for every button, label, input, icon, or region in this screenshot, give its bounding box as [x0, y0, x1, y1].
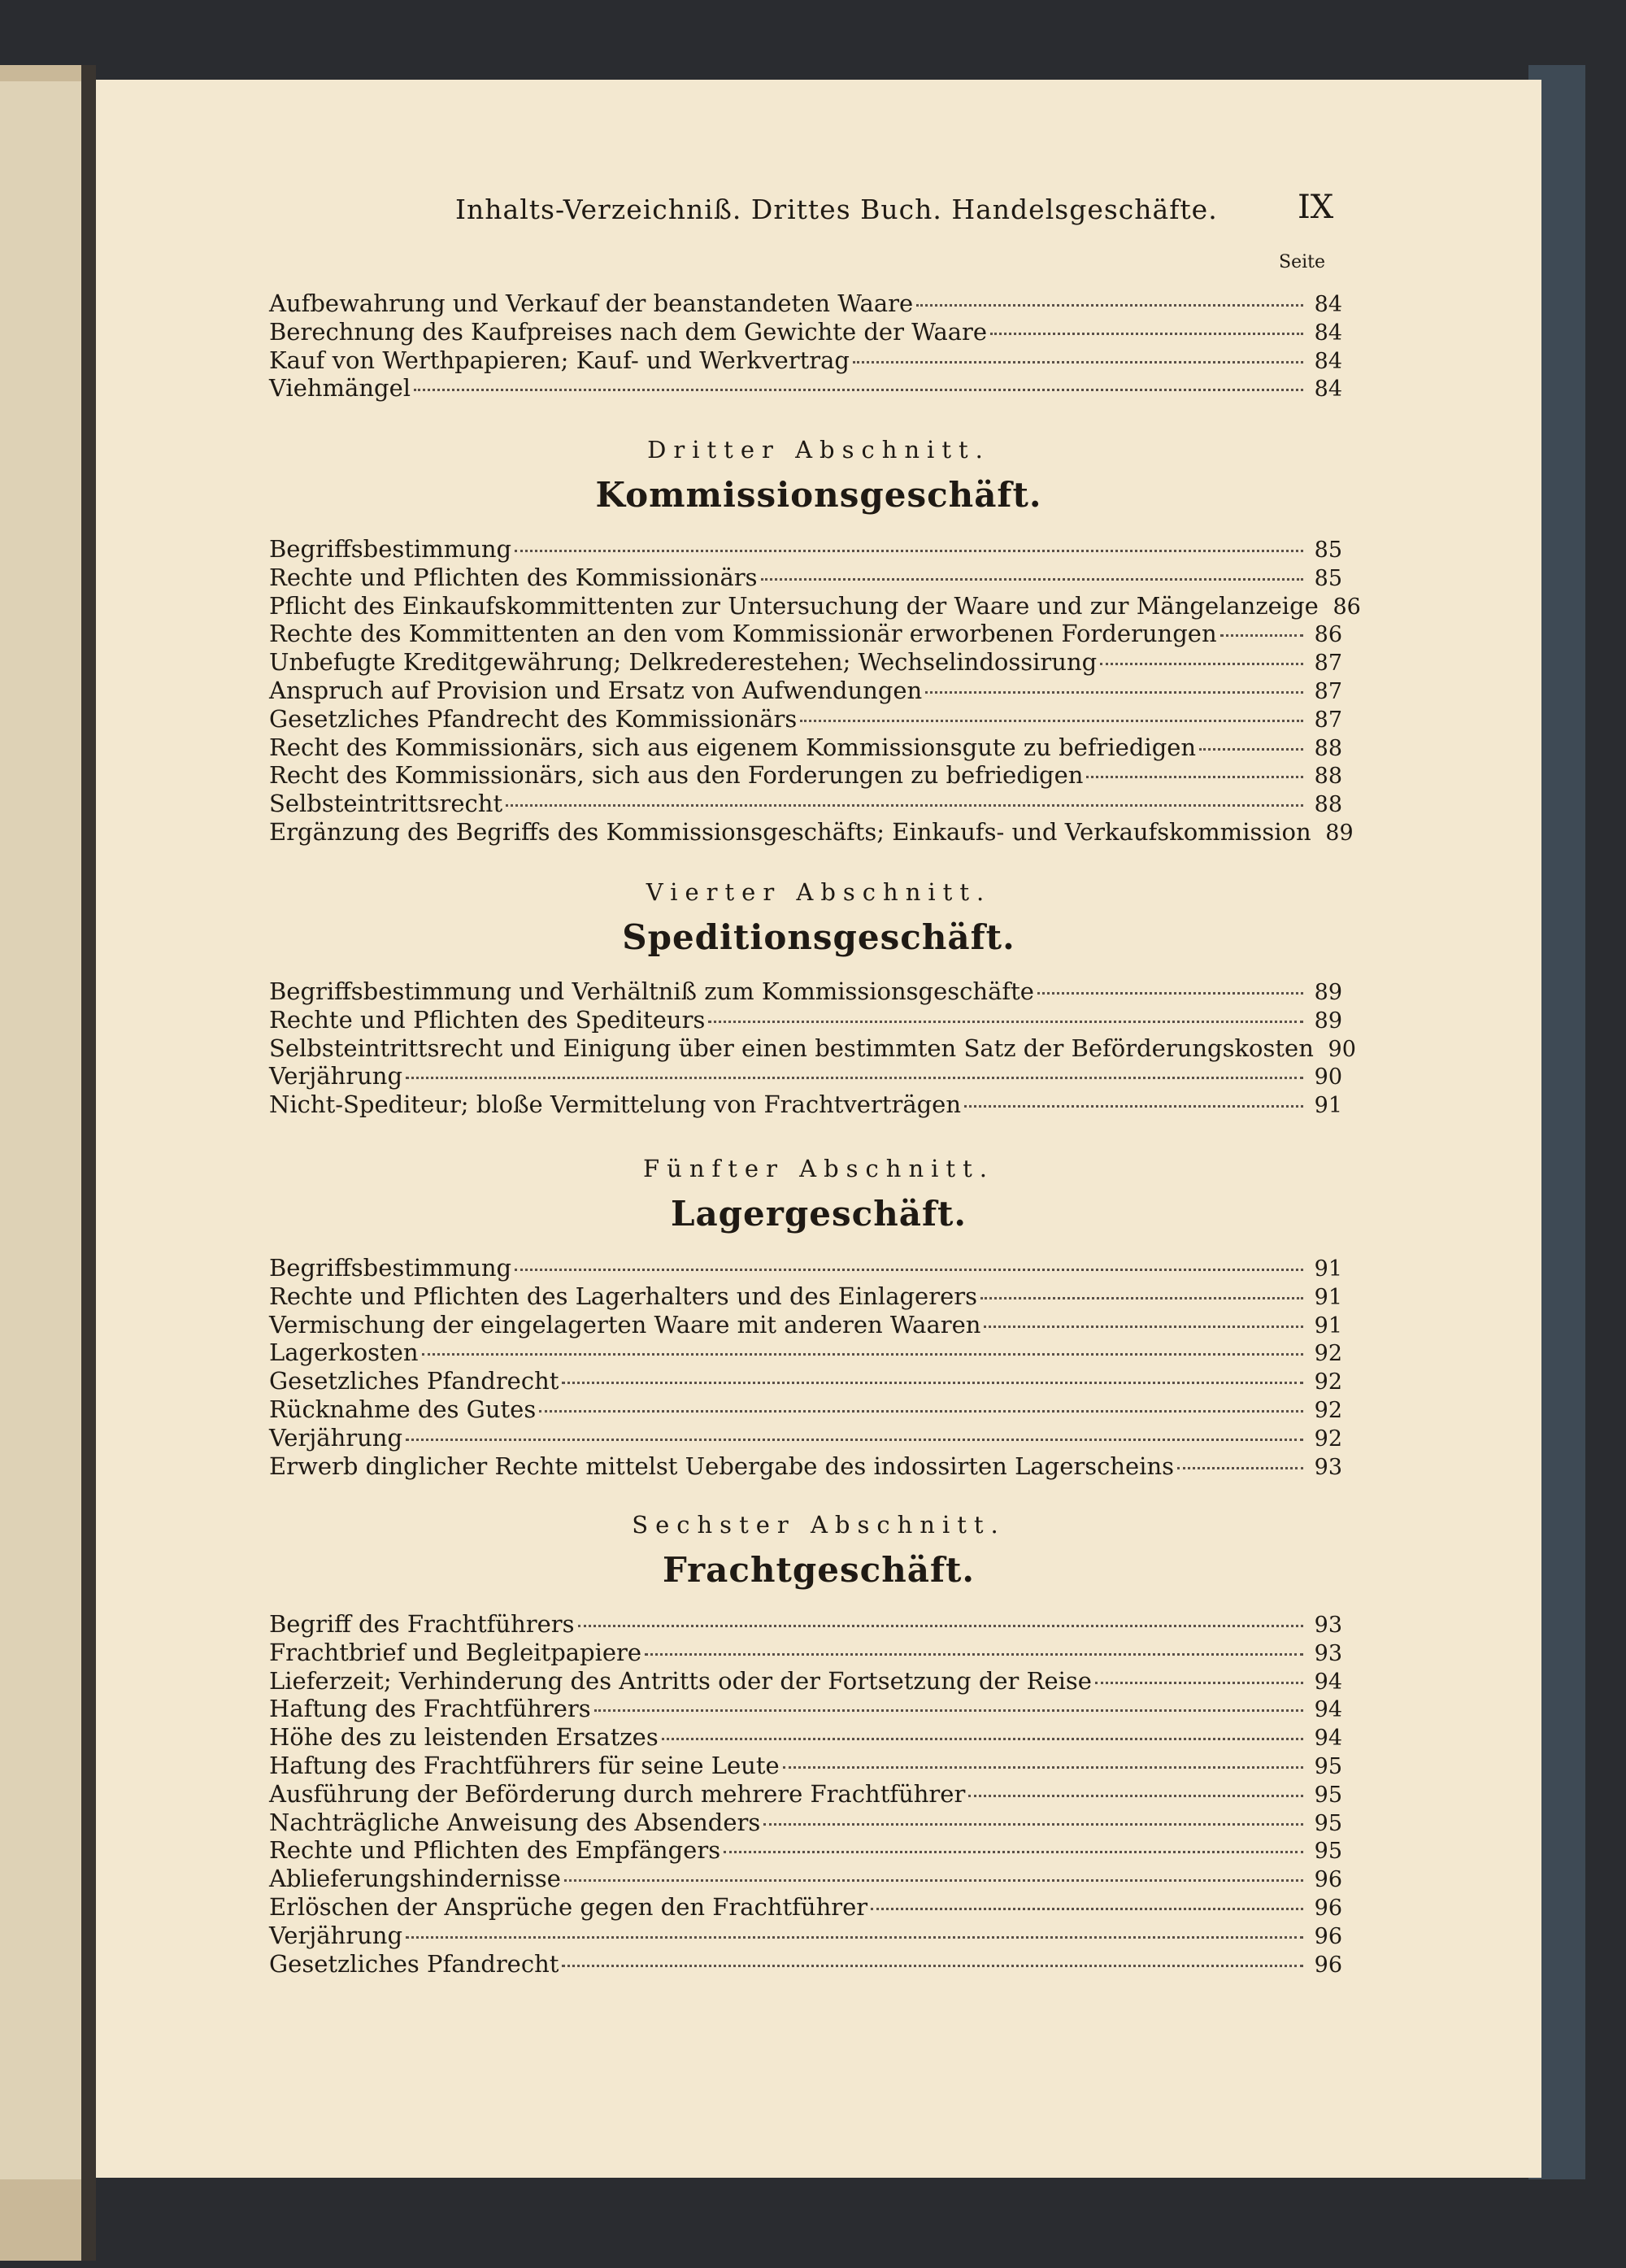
toc-entry — [269, 289, 1342, 318]
section-entries — [269, 1254, 1342, 1480]
toc-entry — [269, 648, 1342, 677]
book-gutter — [81, 65, 96, 2261]
section-subtitle: Sechster Abschnitt. — [632, 1511, 1006, 1539]
toc-entry — [269, 1395, 1342, 1424]
dot-leader — [406, 1077, 1303, 1079]
entry-title: Frachtbrief und Begleitpapiere — [269, 1638, 642, 1666]
entry-title: Rechte und Pflichten des Lagerhalters und des Einlagerers — [269, 1282, 977, 1310]
dot-leader — [422, 1353, 1303, 1356]
entry-page: 85 — [1314, 565, 1342, 591]
section-entries — [269, 1610, 1342, 1978]
entry-title: Begriffsbestimmung — [269, 1254, 512, 1282]
dot-leader — [763, 1823, 1303, 1826]
entry-title: Höhe des zu leistenden Ersatzes — [269, 1723, 659, 1752]
entry-title: Haftung des Frachtführers — [269, 1695, 591, 1723]
toc-entry — [269, 1452, 1342, 1481]
entry-page: 84 — [1314, 377, 1342, 403]
entry-title: Begriff des Frachtführers — [269, 1610, 575, 1638]
entry-page: 89 — [1314, 980, 1342, 1005]
entry-page: 84 — [1314, 292, 1342, 317]
entry-page: 87 — [1314, 707, 1342, 733]
entry-title: Aufbewahrung und Verkauf der beanstandeten Waare — [269, 289, 914, 317]
entry-title: Nicht-Spediteur; bloße Vermittelung von Frachtverträgen — [269, 1090, 962, 1119]
entry-page: 86 — [1314, 622, 1342, 648]
dot-leader — [871, 1908, 1303, 1910]
dot-leader — [406, 1439, 1303, 1441]
dot-leader — [594, 1709, 1303, 1712]
entry-page: 90 — [1328, 1036, 1356, 1062]
entry-page: 88 — [1314, 764, 1342, 790]
entry-title: Lagerkosten — [269, 1339, 419, 1367]
toc-entry — [269, 1695, 1342, 1723]
toc-entry — [269, 1950, 1342, 1979]
entry-title: Berechnung des Kaufpreises nach dem Gewichte der Waare — [269, 317, 988, 346]
section-subtitle: Fünfter Abschnitt. — [643, 1155, 994, 1182]
entry-title: Rechte und Pflichten des Spediteurs — [269, 1005, 706, 1034]
dot-leader — [724, 1851, 1303, 1853]
dot-leader — [506, 804, 1303, 807]
toc-entry — [269, 1610, 1342, 1639]
dot-leader — [708, 1021, 1303, 1023]
toc-entry — [269, 734, 1342, 762]
dot-leader — [662, 1738, 1303, 1740]
entry-title: Rechte und Pflichten des Kommissionärs — [269, 563, 758, 591]
toc-entry — [269, 1034, 1356, 1063]
entry-title: Begriffsbestimmung — [269, 535, 512, 563]
dot-leader — [578, 1625, 1303, 1627]
toc-entry — [269, 761, 1342, 790]
entry-title: Haftung des Frachtführers für seine Leute — [269, 1751, 780, 1779]
entry-page: 86 — [1333, 594, 1361, 620]
entry-title: Unbefugte Kreditgewährung; Delkrederestehen; Wechselindossirung — [269, 648, 1098, 677]
entry-title: Nachträgliche Anweisung des Absenders — [269, 1808, 761, 1836]
toc-entry — [269, 1282, 1342, 1311]
page-number: IX — [1298, 189, 1334, 226]
intro-entries — [269, 289, 1342, 403]
entry-page: 95 — [1314, 1753, 1342, 1779]
entry-page: 92 — [1314, 1426, 1342, 1452]
entry-page: 94 — [1314, 1669, 1342, 1695]
dot-leader — [925, 691, 1303, 694]
toc-entry — [269, 620, 1342, 648]
dot-leader — [1095, 1682, 1303, 1684]
toc-entry — [269, 1090, 1342, 1119]
dot-leader — [1100, 663, 1303, 665]
entry-title: Selbsteintrittsrecht — [269, 790, 503, 818]
entry-page: 94 — [1314, 1726, 1342, 1752]
section-heading: Kommissionsgeschäft. — [595, 475, 1042, 515]
toc-entry — [269, 1865, 1342, 1893]
dot-leader — [783, 1766, 1303, 1769]
entry-title: Begriffsbestimmung und Verhältniß zum Kommissionsgeschäfte — [269, 977, 1034, 1005]
entry-page: 93 — [1314, 1640, 1342, 1666]
toc-entry — [269, 346, 1342, 375]
book-page — [96, 80, 1541, 2178]
dot-leader — [515, 550, 1303, 552]
toc-entry — [269, 1893, 1342, 1922]
entry-title: Ablieferungshindernisse — [269, 1865, 561, 1893]
entry-page: 87 — [1314, 651, 1342, 677]
section-subtitle: Vierter Abschnitt. — [646, 878, 992, 906]
entry-title: Rechte des Kommittenten an den vom Kommissionär erworbenen Forderungen — [269, 620, 1217, 648]
toc-entry — [269, 1006, 1342, 1034]
entry-page: 96 — [1314, 1952, 1342, 1978]
dot-leader — [916, 304, 1303, 307]
entry-title: Recht des Kommissionärs, sich aus den Forderungen zu befriedigen — [269, 761, 1084, 790]
entry-page: 89 — [1325, 820, 1354, 846]
entry-page: 92 — [1314, 1369, 1342, 1395]
toc-entry — [269, 705, 1342, 734]
entry-page: 92 — [1314, 1397, 1342, 1423]
section-heading: Lagergeschäft. — [670, 1194, 967, 1234]
left-page-edge — [0, 81, 81, 2179]
entry-page: 94 — [1314, 1697, 1342, 1723]
dot-leader — [562, 1382, 1303, 1384]
toc-entry — [269, 1062, 1342, 1090]
toc-entry — [269, 1639, 1342, 1667]
toc-entry — [269, 1311, 1342, 1339]
entry-page: 91 — [1314, 1093, 1342, 1119]
section-entries — [269, 535, 1361, 847]
entry-page: 84 — [1314, 320, 1342, 346]
toc-entry — [269, 977, 1342, 1006]
dot-leader — [564, 1879, 1303, 1882]
dot-leader — [1086, 776, 1303, 778]
toc-entry — [269, 535, 1342, 564]
dot-leader — [1220, 634, 1303, 637]
entry-page: 88 — [1314, 735, 1342, 761]
dot-leader — [562, 1965, 1303, 1967]
toc-entry — [269, 1667, 1342, 1696]
entry-page: 96 — [1314, 1867, 1342, 1893]
entry-page: 95 — [1314, 1810, 1342, 1836]
dot-leader — [645, 1653, 1303, 1656]
toc-entry — [269, 1752, 1342, 1780]
toc-entry — [269, 1780, 1342, 1809]
dot-leader — [990, 333, 1303, 335]
entry-page: 91 — [1314, 1256, 1342, 1282]
entry-title: Rücknahme des Gutes — [269, 1395, 537, 1423]
running-header — [96, 189, 1541, 242]
dot-leader — [1037, 992, 1303, 995]
dot-leader — [515, 1269, 1303, 1271]
toc-entry — [269, 677, 1342, 705]
section-heading: Speditionsgeschäft. — [622, 917, 1015, 957]
entry-title: Lieferzeit; Verhinderung des Antritts oder der Fortsetzung der Reise — [269, 1666, 1092, 1695]
entry-page: 85 — [1314, 538, 1342, 563]
toc-entry — [269, 318, 1342, 346]
toc-entry — [269, 1254, 1342, 1282]
entry-page: 90 — [1314, 1064, 1342, 1090]
entry-title: Pflicht des Einkaufskommittenten zur Untersuchung der Waare und zur Mängelanzeige — [269, 591, 1319, 620]
dot-leader — [761, 578, 1303, 581]
entry-title: Erlöschen der Ansprüche gegen den Frachtführer — [269, 1892, 868, 1921]
dot-leader — [414, 389, 1303, 391]
entry-page: 84 — [1314, 348, 1342, 374]
page-column-label: Seite — [1279, 252, 1325, 272]
toc-entry — [269, 1424, 1342, 1452]
dot-leader — [1199, 748, 1303, 751]
dot-leader — [800, 720, 1303, 722]
entry-page: 93 — [1314, 1454, 1342, 1480]
dot-leader — [1177, 1467, 1303, 1469]
entry-title: Gesetzliches Pfandrecht — [269, 1367, 559, 1395]
dot-leader — [406, 1936, 1303, 1939]
dot-leader — [539, 1410, 1303, 1413]
entry-title: Verjährung — [269, 1423, 403, 1452]
entry-title: Kauf von Werthpapieren; Kauf- und Werkvertrag — [269, 346, 850, 374]
entry-title: Anspruch auf Provision und Ersatz von Aufwendungen — [269, 676, 923, 704]
running-title: Inhalts-Verzeichniß. Drittes Buch. Handelsgeschäfte. — [455, 194, 1218, 225]
entry-page: 96 — [1314, 1923, 1342, 1949]
entry-page: 95 — [1314, 1782, 1342, 1808]
toc-entry — [269, 817, 1354, 847]
entry-title: Ergänzung des Begriffs des Kommissionsgeschäfts; Einkaufs- und Verkaufskommission — [269, 817, 1311, 846]
entry-title: Verjährung — [269, 1921, 403, 1949]
toc-entry — [269, 1723, 1342, 1752]
entry-page: 93 — [1314, 1613, 1342, 1638]
entry-title: Rechte und Pflichten des Empfängers — [269, 1836, 721, 1865]
toc-entry — [269, 1922, 1342, 1950]
entry-page: 87 — [1314, 678, 1342, 704]
entry-title: Ausführung der Beförderung durch mehrere Frachtführer — [269, 1779, 966, 1808]
toc-entry — [269, 1836, 1342, 1865]
toc-entry — [269, 591, 1361, 620]
dot-leader — [984, 1326, 1303, 1328]
entry-page: 91 — [1314, 1312, 1342, 1339]
entry-page: 96 — [1314, 1895, 1342, 1921]
toc-entry — [269, 790, 1342, 818]
entry-title: Viehmängel — [269, 374, 411, 403]
toc-entry — [269, 564, 1342, 592]
entry-page: 95 — [1314, 1839, 1342, 1865]
section-heading: Frachtgeschäft. — [662, 1550, 976, 1590]
entry-title: Verjährung — [269, 1062, 403, 1090]
entry-page: 92 — [1314, 1341, 1342, 1367]
entry-page: 88 — [1314, 792, 1342, 818]
toc-entry — [269, 1809, 1342, 1837]
toc-entry — [269, 1367, 1342, 1395]
dot-leader — [980, 1297, 1303, 1299]
toc-entry — [269, 1339, 1342, 1367]
dot-leader — [853, 361, 1303, 363]
entry-page: 91 — [1314, 1284, 1342, 1310]
dot-leader — [964, 1105, 1303, 1108]
toc-entry — [269, 374, 1342, 403]
entry-title: Erwerb dinglicher Rechte mittelst Uebergabe des indossirten Lagerscheins — [269, 1452, 1175, 1480]
entry-title: Recht des Kommissionärs, sich aus eigenem Kommissionsgute zu befriedigen — [269, 733, 1197, 761]
entry-title: Vermischung der eingelagerten Waare mit anderen Waaren — [269, 1310, 981, 1339]
section-entries — [269, 977, 1356, 1119]
entry-page: 89 — [1314, 1008, 1342, 1034]
entry-title: Selbsteintrittsrecht und Einigung über einen bestimmten Satz der Beförderungskosten — [269, 1034, 1314, 1062]
entry-title: Gesetzliches Pfandrecht — [269, 1949, 559, 1978]
entry-title: Gesetzliches Pfandrecht des Kommissionärs — [269, 704, 798, 733]
dot-leader — [968, 1795, 1303, 1797]
section-subtitle: Dritter Abschnitt. — [647, 436, 990, 464]
